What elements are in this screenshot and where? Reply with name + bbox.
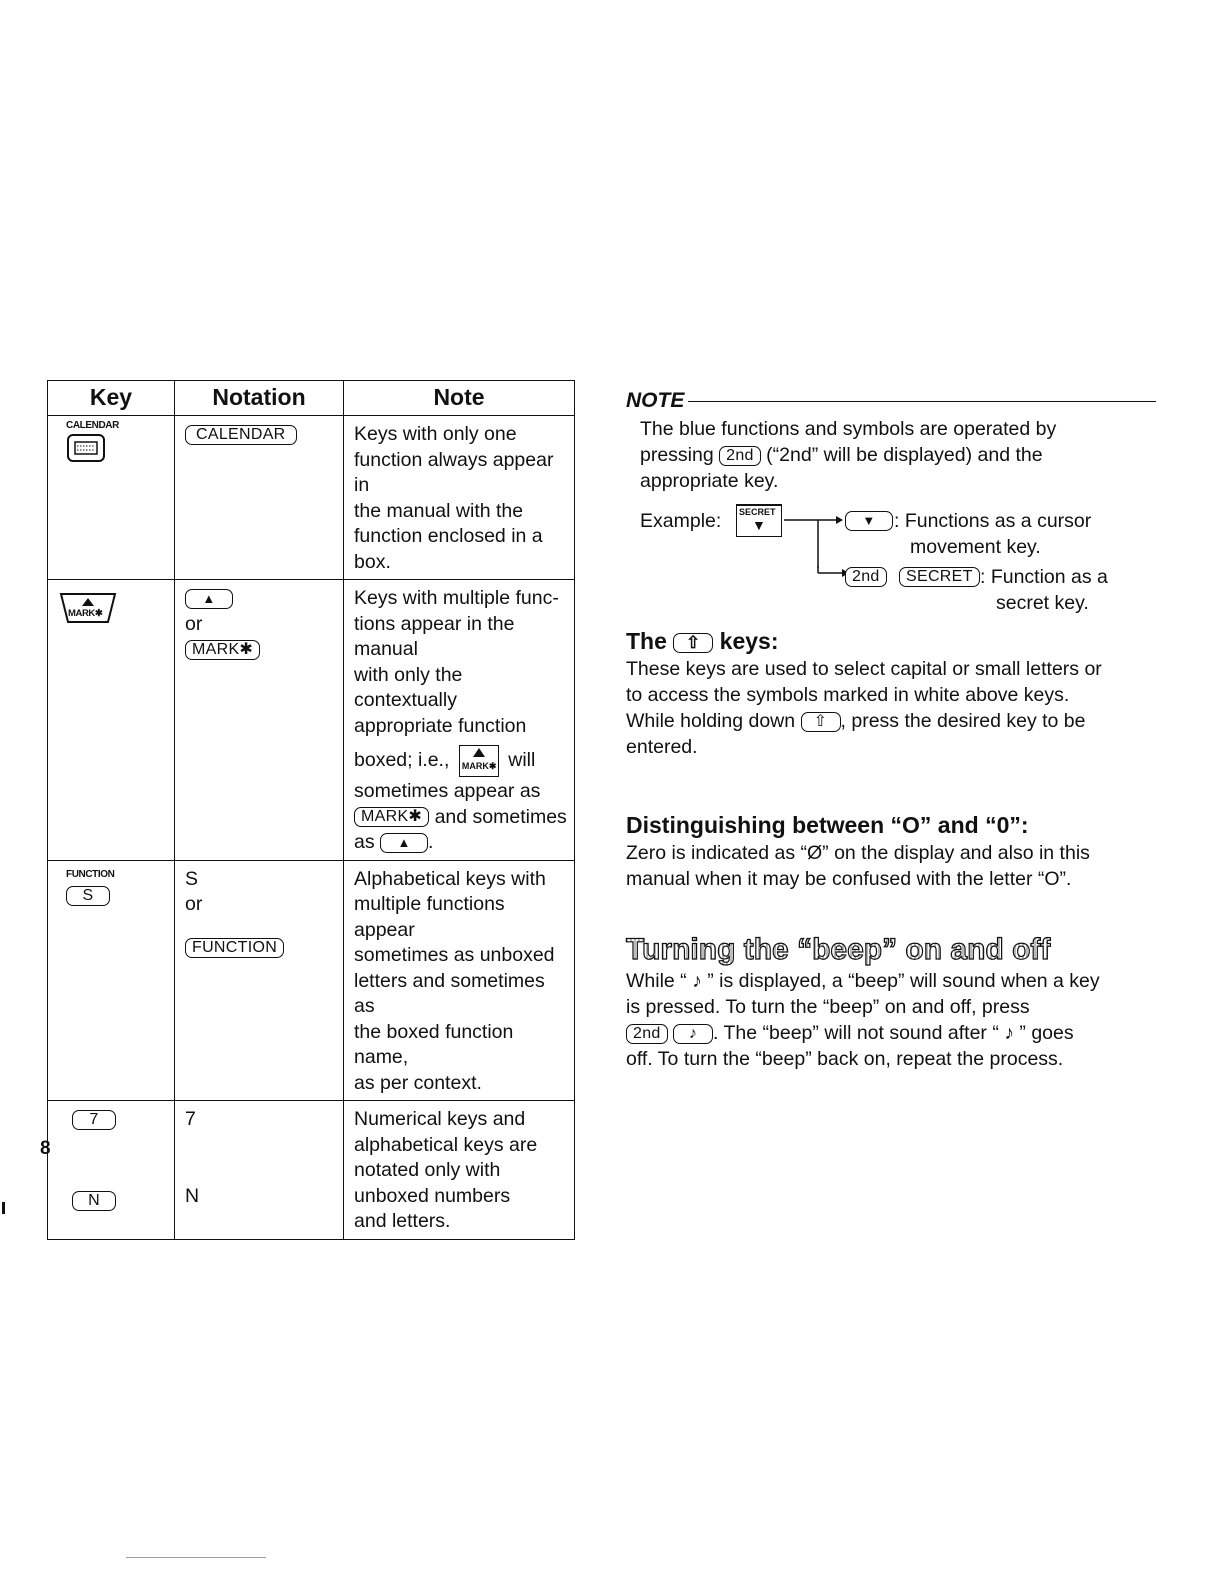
table-row — [48, 860, 575, 1101]
function-keycap: FUNCTION — [185, 938, 284, 958]
note-line: letters and sometimes as — [354, 969, 545, 1017]
seven-keycap: 7 — [72, 1110, 116, 1130]
mark-keycap: MARK✱ — [185, 640, 260, 660]
table-row — [48, 416, 575, 580]
note-line: tions appear in the manual — [354, 612, 515, 660]
header-note: Note — [344, 381, 575, 416]
s-keycap: S — [66, 886, 110, 906]
shift-keys-text: These keys are used to select capital or small letters or to access the symbols marked in white above keys. While holding down ⇧ , press the desired key to be entered. — [626, 658, 1102, 758]
key-cell — [48, 580, 175, 861]
note-line: Alphabetical keys with — [354, 867, 546, 890]
secret-keycap: SECRET — [899, 567, 980, 587]
note-line: function enclosed in a — [354, 525, 543, 547]
page-number: 8 — [40, 1138, 51, 1159]
note-line: with only the contextually — [354, 663, 463, 711]
example-diagram: Example: SECRET ▼ ▼ : Functions as a cursor movement key. 2nd SECRET : Function as a secret key. — [640, 502, 1156, 612]
shift-keys-title: The ⇧ keys: — [626, 628, 779, 654]
key-cell — [48, 1101, 175, 1240]
note-cell — [344, 416, 575, 580]
note-line: as per context. — [354, 1071, 482, 1094]
n-notation: N — [185, 1184, 200, 1207]
calendar-key-icon — [66, 433, 106, 463]
function-key-label: FUNCTION — [66, 868, 115, 880]
shift-keycap: ⇧ — [801, 712, 841, 732]
note-keycap: ♪ — [673, 1024, 713, 1044]
up-arrow-keycap: ▲ — [185, 589, 233, 609]
mark-key-icon — [58, 588, 118, 628]
note-line: MARK✱ and sometimes — [354, 805, 570, 831]
or-text: or — [185, 612, 203, 635]
note-line: alphabetical keys are — [354, 1133, 538, 1156]
bottom-rule — [126, 1557, 266, 1558]
branch-arrows — [780, 512, 844, 572]
note-line: Keys with only one — [354, 423, 517, 445]
up-arrow-keycap: ▲ — [380, 833, 428, 853]
notation-cell — [175, 860, 344, 1101]
key-cell — [48, 860, 175, 1101]
note-line: and letters. — [354, 1210, 451, 1232]
note-line: the manual with the — [354, 499, 524, 522]
or-text: or — [185, 893, 203, 915]
note-line: Keys with multiple func- — [354, 587, 559, 609]
table-header-row — [48, 381, 575, 416]
note-line: function always appear in — [354, 448, 554, 496]
note-line: multiple functions appear — [354, 893, 505, 941]
note-cell — [344, 1101, 575, 1240]
note-heading: NOTE — [626, 388, 1156, 414]
note-line: sometimes as unboxed — [354, 944, 555, 966]
secret-key-icon: SECRET ▼ — [736, 504, 782, 537]
zero-text: Zero is indicated as “Ø” on the display and also in this manual when it may be confused with the letter “O”. — [626, 842, 1090, 890]
note-line: boxed; i.e., MARK✱ will — [354, 745, 570, 775]
2nd-keycap: 2nd — [719, 446, 761, 466]
note-line: as ▲ . — [354, 831, 434, 853]
note-body: The blue functions and symbols are operated by pressing 2nd (“2nd” will be displayed) and the appropriate key. — [640, 418, 1057, 492]
note-line: box. — [354, 550, 391, 573]
table-row — [48, 580, 575, 861]
beep-text: While “ ♪ ” is displayed, a “beep” will sound when a key is pressed. To turn the “beep” on and off, press 2nd ♪ . The “beep” will not sound after “ ♪ ” goes off. To turn the “beep” back on, repeat the process. — [626, 970, 1100, 1070]
note-line: Numerical keys and — [354, 1108, 526, 1130]
notation-cell — [175, 416, 344, 580]
zero-title: Distinguishing between “O” and “0”: — [626, 812, 1029, 838]
header-key: Key — [48, 381, 175, 416]
seven-notation: 7 — [185, 1108, 196, 1130]
calendar-keycap: CALENDAR — [185, 425, 297, 445]
down-arrow-keycap: ▼ — [845, 511, 893, 531]
2nd-keycap: 2nd — [626, 1024, 668, 1044]
key-notation-table — [47, 380, 575, 1240]
note-line: the boxed function name, — [354, 1020, 514, 1068]
n-keycap: N — [72, 1191, 116, 1211]
mark-key-inline-icon: MARK✱ — [459, 745, 499, 777]
note-line: notated only with — [354, 1159, 501, 1181]
calendar-key-label: CALENDAR — [66, 420, 119, 431]
note-line: appropriate function — [354, 714, 527, 737]
note-line: sometimes appear as — [354, 780, 541, 802]
note-cell — [344, 860, 575, 1101]
notation-cell — [175, 1101, 344, 1240]
right-column — [626, 388, 1156, 1072]
shift-keycap: ⇧ — [673, 633, 713, 653]
notation-cell — [175, 580, 344, 861]
s-notation: S — [185, 867, 199, 890]
note-line: unboxed numbers — [354, 1184, 511, 1207]
header-notation: Notation — [175, 381, 344, 416]
note-cell — [344, 580, 575, 861]
mark-key-label: MARK✱ — [68, 608, 103, 619]
beep-title: Turning the “beep” on and off — [626, 932, 1156, 968]
note-rule — [688, 401, 1156, 402]
2nd-keycap: 2nd — [845, 567, 887, 587]
edge-mark — [2, 1202, 5, 1214]
key-cell — [48, 416, 175, 580]
mark-keycap: MARK✱ — [354, 807, 429, 827]
table-row — [48, 1101, 575, 1240]
